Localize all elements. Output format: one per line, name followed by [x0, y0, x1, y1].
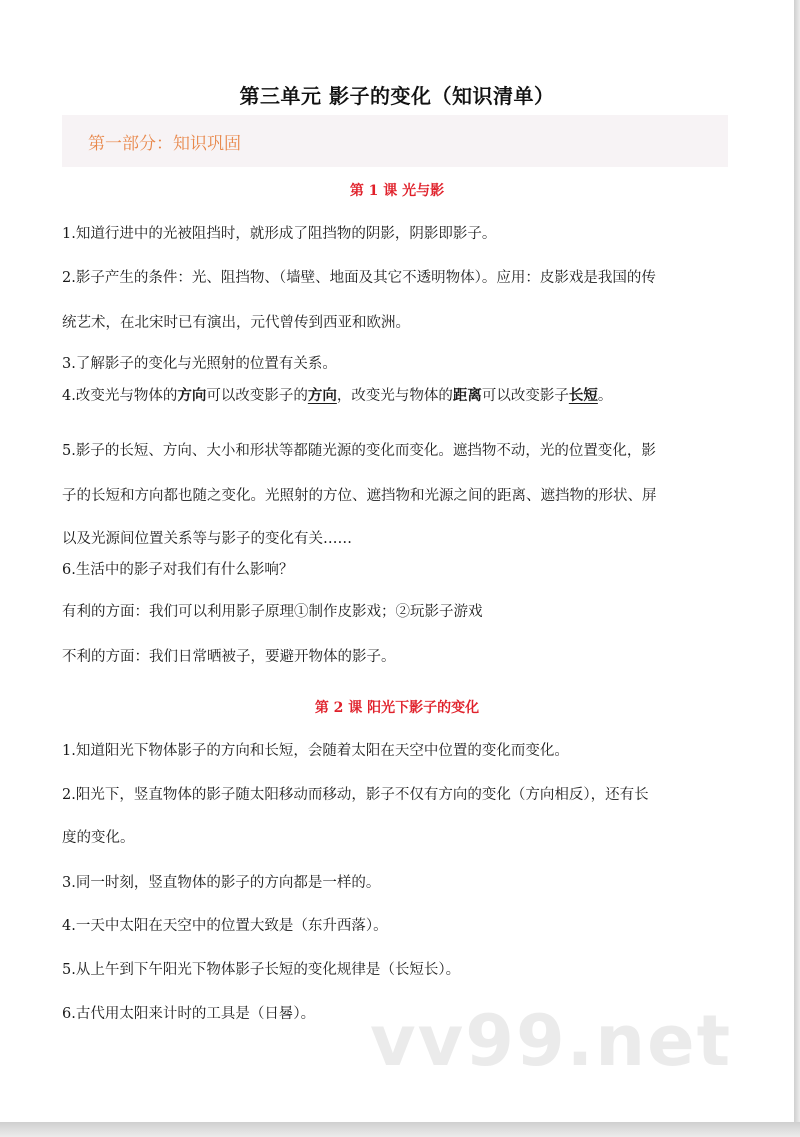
- lesson1-point-6: 6.生活中的影子对我们有什么影响？: [62, 562, 294, 578]
- p4-keyword-direction: 方向: [177, 387, 207, 404]
- lesson1-point-2-line1: 2.影子产生的条件：光、阻挡物、（墙壁、地面及其它不透明物体）。应用：皮影戏是我国的传: [62, 270, 656, 286]
- lesson1-point-6-disadvantage: 不利的方面：我们日常晒被子，要避开物体的影子。: [62, 649, 396, 665]
- lesson2-point-4: 4.一天中太阳在天空中的位置大致是（东升西落）。: [62, 918, 388, 934]
- lesson1-point-5-line1: 5.影子的长短、方向、大小和形状等都随光源的变化而变化。遮挡物不动，光的位置变化，影: [62, 443, 656, 459]
- lesson1-point-3: 3.了解影子的变化与光照射的位置有关系。: [62, 356, 337, 372]
- p4-text-i: 。: [597, 388, 613, 404]
- p4-text-e: ，改变光与物体的: [336, 388, 453, 404]
- p4-text-c: 可以改变影子的: [206, 388, 308, 404]
- p4-text-a: 4.改变光与物体的: [62, 388, 178, 404]
- page-shadow-bottom: [0, 1122, 800, 1137]
- lesson2-point-2-line2: 度的变化。: [62, 830, 135, 846]
- lesson2-point-6: 6.古代用太阳来计时的工具是（日晷）。: [62, 1006, 316, 1022]
- lesson1-point-6-advantage: 有利的方面：我们可以利用影子原理①制作皮影戏；②玩影子游戏: [62, 604, 483, 620]
- lesson2-point-1: 1.知道阳光下物体影子的方向和长短，会随着太阳在天空中位置的变化而变化。: [62, 743, 569, 759]
- section-heading: 第一部分：知识巩固: [88, 134, 241, 154]
- lesson2-point-2-line1: 2.阳光下，竖直物体的影子随太阳移动而移动，影子不仅有方向的变化（方向相反），还有长: [62, 787, 649, 803]
- lesson2-point-5: 5.从上午到下午阳光下物体影子长短的变化规律是（长短长）。: [62, 962, 461, 978]
- watermark: vv99.net: [370, 1000, 733, 1082]
- lesson2-point-3: 3.同一时刻，竖直物体的影子的方向都是一样的。: [62, 875, 381, 891]
- lesson1-point-5-line2: 子的长短和方向都也随之变化。光照射的方位、遮挡物和光源之间的距离、遮挡物的形状、屏: [62, 488, 657, 504]
- lesson1-point-2-line2: 统艺术，在北宋时已有演出，元代曾传到西亚和欧洲。: [62, 315, 410, 331]
- page-shadow-right: [794, 0, 800, 1137]
- lesson1-point-5-line3: 以及光源间位置关系等与影子的变化有关……: [62, 531, 352, 547]
- p4-text-g: 可以改变影子: [481, 388, 569, 404]
- p4-keyword-length: 长短: [568, 387, 598, 404]
- section-heading-box: [62, 115, 728, 167]
- lesson1-title: 第 1 课 光与影: [349, 183, 445, 199]
- lesson2-title: 第 2 课 阳光下影子的变化: [314, 700, 480, 716]
- lesson1-point-4: [62, 384, 612, 405]
- p4-keyword-distance: 距离: [452, 387, 482, 404]
- lesson1-point-1: 1.知道行进中的光被阻挡时，就形成了阻挡物的阴影，阴影即影子。: [62, 226, 497, 242]
- document-title: 第三单元 影子的变化（知识清单）: [239, 84, 555, 108]
- p4-keyword-shadow-direction: 方向: [307, 387, 337, 404]
